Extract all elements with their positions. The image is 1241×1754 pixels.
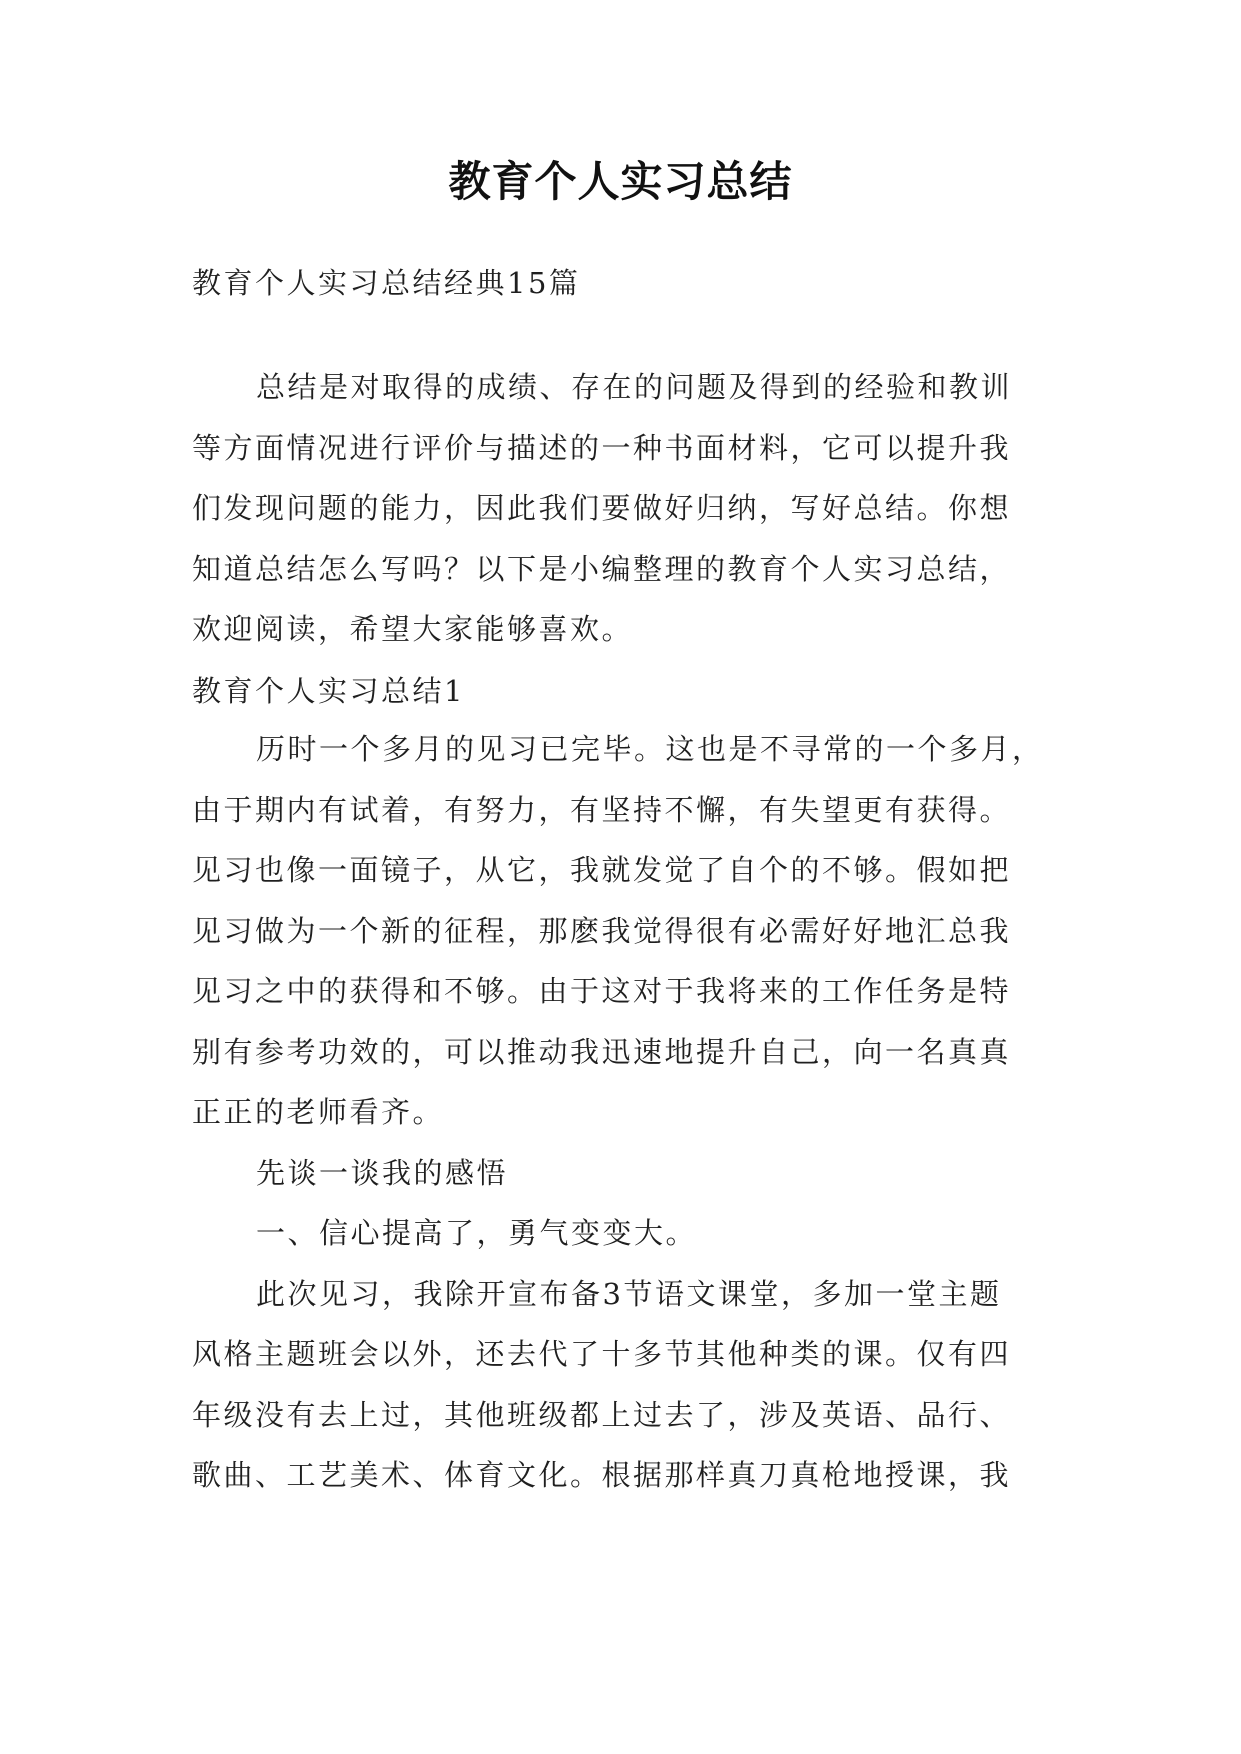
body-line: 别有参考功效的，可以推动我迅速地提升自己，向一名真真 xyxy=(192,1034,1012,1069)
intro-line: 知道总结怎么写吗？以下是小编整理的教育个人实习总结， xyxy=(192,551,1012,586)
section-body xyxy=(192,719,1092,1506)
body-line: 由于期内有试着，有努力，有坚持不懈，有失望更有获得。 xyxy=(192,792,1012,827)
document-subtitle: 教育个人实习总结经典15篇 xyxy=(192,266,581,300)
intro-line: 等方面情况进行评价与描述的一种书面材料，它可以提升我 xyxy=(192,430,1012,465)
body-line: 先谈一谈我的感悟 xyxy=(256,1155,509,1190)
body-line: 历时一个多月的见习已完毕。这也是不寻常的一个多月， xyxy=(256,732,1044,766)
section-heading: 教育个人实习总结1 xyxy=(192,674,465,708)
intro-line: 们发现问题的能力，因此我们要做好归纳，写好总结。你想 xyxy=(192,491,1012,525)
body-line: 年级没有去上过，其他班级都上过去了，涉及英语、品行、 xyxy=(192,1397,1012,1432)
body-line: 正正的老师看齐。 xyxy=(192,1095,445,1129)
body-line: 见习也像一面镜子，从它，我就发觉了自个的不够。假如把 xyxy=(192,853,1012,887)
body-line: 此次见习，我除开宣布备3节语文课堂，多加一堂主题 xyxy=(256,1276,1002,1311)
body-line: 见习之中的获得和不够。由于这对于我将来的工作任务是特 xyxy=(192,974,1012,1008)
intro-line: 欢迎阅读，希望大家能够喜欢。 xyxy=(192,612,634,646)
body-line: 风格主题班会以外，还去代了十多节其他种类的课。仅有四 xyxy=(192,1337,1012,1371)
intro-line: 总结是对取得的成绩、存在的问题及得到的经验和教训 xyxy=(256,370,1013,404)
intro-paragraph xyxy=(192,357,1092,660)
body-line: 歌曲、工艺美术、体育文化。根据那样真刀真枪地授课，我 xyxy=(192,1458,1012,1492)
body-line: 一、信心提高了，勇气变变大。 xyxy=(256,1216,698,1250)
document-title: 教育个人实习总结 xyxy=(448,157,793,206)
body-line: 见习做为一个新的征程，那麽我觉得很有必需好好地汇总我 xyxy=(192,913,1012,948)
